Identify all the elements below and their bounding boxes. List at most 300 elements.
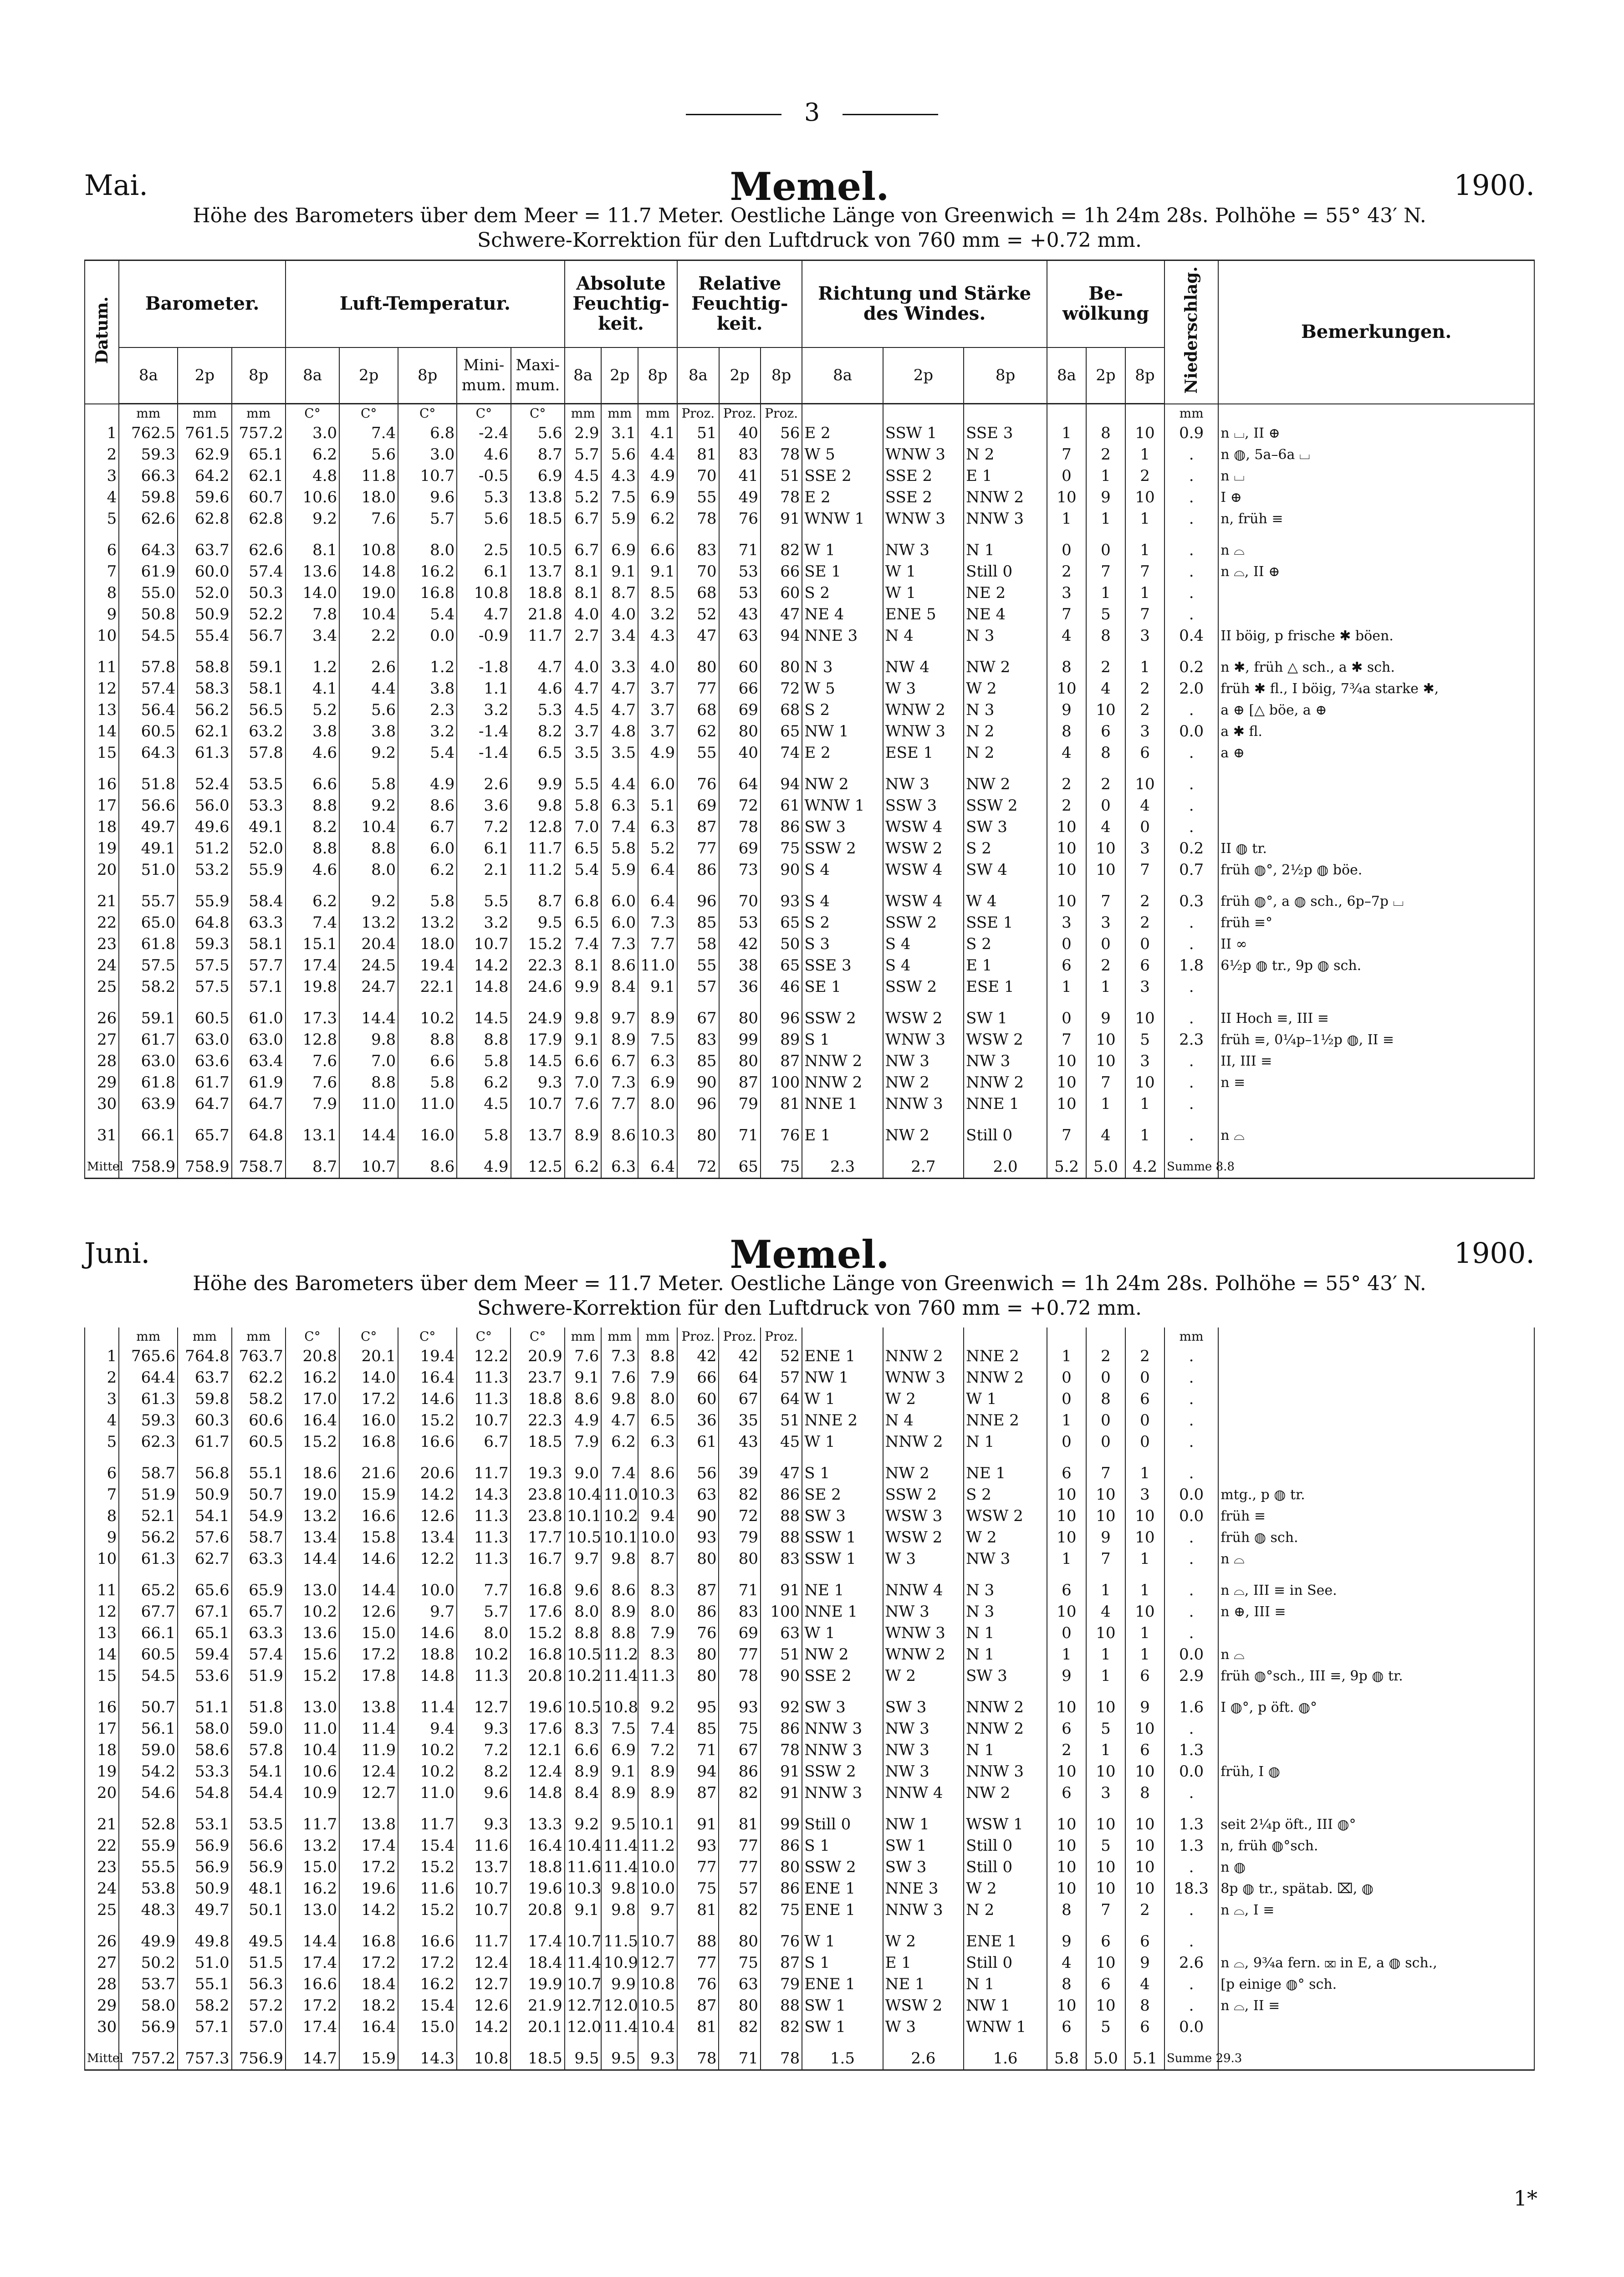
value-cell: 10 [1047, 1506, 1086, 1527]
value-cell: . [1164, 444, 1218, 465]
value-cell: 14.8 [457, 976, 511, 998]
value-cell: 8.6 [601, 1125, 638, 1146]
value-cell: 10 [1047, 1814, 1086, 1835]
month-title: Mai. [84, 168, 148, 202]
value-cell: 9 [1086, 1008, 1125, 1029]
unit-cell [1047, 1327, 1086, 1346]
value-cell: 9.2 [638, 1697, 677, 1718]
value-cell: 5.5 [457, 891, 511, 912]
day-cell: 1 [85, 423, 119, 444]
value-cell: 3.1 [601, 423, 638, 444]
value-cell: 60 [719, 657, 761, 678]
value-cell: 6 [1086, 1974, 1125, 1995]
value-cell: 10 [1086, 1814, 1125, 1835]
value-cell: 15.2 [398, 1410, 457, 1431]
value-cell: NW 3 [883, 1761, 964, 1782]
value-cell: 62 [677, 721, 719, 742]
value-cell: 76 [677, 774, 719, 795]
value-cell: 9.2 [339, 795, 398, 817]
value-cell: 79 [719, 1093, 761, 1115]
value-cell: 10.0 [638, 1878, 677, 1899]
value-cell: 65.1 [232, 444, 286, 465]
value-cell: 9.8 [601, 1899, 638, 1921]
value-cell: 56.4 [119, 699, 178, 721]
mean-cell: 756.9 [232, 2048, 286, 2070]
value-cell: 75 [719, 1952, 760, 1974]
value-cell: 2.2 [339, 625, 398, 647]
value-cell: 0.0 [1164, 721, 1218, 742]
remark-cell: 6½p ◍ tr., 9p ◍ sch. [1218, 955, 1534, 976]
mean-cell: 5.0 [1086, 2048, 1125, 2070]
value-cell: 70 [677, 465, 719, 487]
value-cell: 4.3 [601, 465, 638, 487]
value-cell: . [1164, 1995, 1218, 2017]
value-cell: 79 [719, 1527, 760, 1548]
unit-cell [1125, 1327, 1164, 1346]
remark-cell [1218, 1093, 1534, 1115]
value-cell: 4.7 [457, 604, 511, 625]
value-cell: 16.2 [398, 1974, 457, 1995]
value-cell: 2.3 [398, 699, 457, 721]
value-cell: 0 [1086, 1410, 1125, 1431]
day-cell: 13 [85, 699, 119, 721]
value-cell: 6.7 [398, 817, 457, 838]
value-cell: 63.3 [232, 1623, 286, 1644]
remark-cell: a ✱ fl. [1218, 721, 1534, 742]
value-cell: 56.7 [232, 625, 286, 647]
remark-cell: früh ≡° [1218, 912, 1534, 934]
value-cell: 10.8 [457, 582, 511, 604]
value-cell: 6.1 [457, 561, 511, 582]
value-cell: 82 [761, 2017, 802, 2038]
value-cell: 11.4 [601, 2017, 638, 2038]
value-cell: 12.7 [638, 1952, 677, 1974]
remark-cell: n ⊕, III ≡ [1218, 1601, 1534, 1623]
remark-cell: 8p ◍ tr., spätab. ⌧, ◍ [1218, 1878, 1534, 1899]
value-cell: WNW 2 [883, 699, 964, 721]
value-cell: 48.1 [232, 1878, 286, 1899]
table-row [85, 742, 1534, 764]
value-cell: ENE 5 [883, 604, 964, 625]
table-row [85, 1410, 1534, 1431]
value-cell: SW 1 [802, 1995, 883, 2017]
value-cell: . [1164, 540, 1218, 561]
value-cell: 62.6 [232, 540, 286, 561]
value-cell: 23.8 [511, 1506, 564, 1527]
value-cell: 9.4 [398, 1718, 457, 1740]
value-cell: 66 [761, 561, 802, 582]
value-cell: 60.6 [232, 1410, 286, 1431]
value-cell: 82 [719, 2017, 760, 2038]
value-cell: 12.4 [457, 1952, 511, 1974]
value-cell: N 4 [883, 625, 964, 647]
unit-cell: Proz. [719, 404, 761, 423]
value-cell: 16.4 [339, 2017, 398, 2038]
value-cell: 57.5 [178, 955, 231, 976]
value-cell: . [1164, 1072, 1218, 1093]
value-cell: 60 [677, 1389, 719, 1410]
value-cell: 11.7 [457, 1931, 511, 1952]
value-cell: 0.0 [1164, 2017, 1218, 2038]
value-cell: NNE 2 [964, 1346, 1047, 1367]
table-body [85, 404, 1534, 1179]
value-cell: 12.0 [601, 1995, 638, 2017]
value-cell: 69 [719, 699, 761, 721]
mean-cell: 5.1 [1125, 2048, 1164, 2070]
value-cell: 1 [1086, 465, 1125, 487]
value-cell: 17.2 [339, 1644, 398, 1665]
remark-cell: n ⌓ [1218, 1548, 1534, 1570]
value-cell: 4.5 [457, 1093, 511, 1115]
value-cell: 5.7 [457, 1601, 511, 1623]
value-cell: NW 2 [883, 1125, 964, 1146]
value-cell: 6.3 [638, 817, 677, 838]
value-cell: 1 [1125, 540, 1164, 561]
value-cell: 17.2 [286, 1995, 339, 2017]
value-cell: N 4 [883, 1410, 964, 1431]
value-cell: 11.4 [601, 1857, 638, 1878]
mean-cell: 2.6 [883, 2048, 964, 2070]
day-cell: 4 [85, 487, 119, 508]
value-cell: 19.0 [339, 582, 398, 604]
value-cell: 5.7 [398, 508, 457, 530]
value-cell: . [1164, 1931, 1218, 1952]
value-cell: NW 2 [802, 1644, 883, 1665]
sub-8p: 8p [232, 347, 286, 404]
value-cell: Still 0 [802, 1814, 883, 1835]
unit-cell: Proz. [677, 1327, 719, 1346]
value-cell: 12.7 [457, 1974, 511, 1995]
value-cell: W 3 [883, 1548, 964, 1570]
value-cell: 51.8 [232, 1697, 286, 1718]
col-temperature: Luft-Temperatur. [286, 260, 565, 347]
value-cell: 6 [1047, 1580, 1086, 1601]
remark-cell: früh ◍°sch., III ≡, 9p ◍ tr. [1218, 1665, 1534, 1687]
mean-cell: 10.8 [457, 2048, 511, 2070]
day-cell: 27 [85, 1952, 119, 1974]
value-cell: 10.2 [601, 1506, 638, 1527]
value-cell: 5 [1086, 2017, 1125, 2038]
value-cell: 80 [677, 1548, 719, 1570]
value-cell: 63.0 [178, 1029, 231, 1051]
day-cell: 20 [85, 859, 119, 881]
value-cell: 6.7 [457, 1431, 511, 1453]
value-cell: 8.1 [286, 540, 339, 561]
value-cell: 0.0 [1164, 1644, 1218, 1665]
value-cell: 10 [1125, 1761, 1164, 1782]
value-cell: 10 [1086, 1952, 1125, 1974]
table-row [85, 1389, 1534, 1410]
value-cell: 11.3 [457, 1527, 511, 1548]
mean-cell: 6.2 [565, 1156, 602, 1179]
value-cell: 10.0 [638, 1857, 677, 1878]
value-cell: N 2 [964, 1899, 1047, 1921]
mean-cell: 1.5 [802, 2048, 883, 2070]
value-cell: 2.6 [1164, 1952, 1218, 1974]
value-cell: 10 [1047, 1601, 1086, 1623]
col-precip: Niederschlag. [1164, 260, 1218, 404]
remark-cell [1218, 976, 1534, 998]
remark-cell [1218, 604, 1534, 625]
table-body [85, 1327, 1534, 2070]
value-cell: 10.4 [339, 817, 398, 838]
value-cell: 8 [1047, 721, 1086, 742]
value-cell: 3 [1125, 838, 1164, 859]
day-cell: 10 [85, 1548, 119, 1570]
value-cell: 6 [1125, 2017, 1164, 2038]
day-cell: 23 [85, 934, 119, 955]
value-cell: 8.8 [286, 795, 339, 817]
value-cell: 20.1 [339, 1346, 398, 1367]
value-cell: 10.6 [286, 1761, 339, 1782]
value-cell: 18.4 [339, 1974, 398, 1995]
sub-8a: 8a [119, 347, 178, 404]
value-cell: 4.1 [638, 423, 677, 444]
value-cell: 0.7 [1164, 859, 1218, 881]
value-cell: 51 [761, 1410, 802, 1431]
value-cell: 57.2 [232, 1995, 286, 2017]
value-cell: 13.6 [286, 561, 339, 582]
value-cell: 20.8 [511, 1665, 564, 1687]
value-cell: 57.4 [232, 561, 286, 582]
day-cell: 26 [85, 1931, 119, 1952]
value-cell: NW 3 [964, 1548, 1047, 1570]
value-cell: 13.0 [286, 1899, 339, 1921]
day-cell: 4 [85, 1410, 119, 1431]
value-cell: 15.4 [398, 1835, 457, 1857]
value-cell: 4.1 [286, 678, 339, 699]
unit-cell [802, 1327, 883, 1346]
table-row [85, 1484, 1534, 1506]
value-cell: 85 [677, 1051, 719, 1072]
value-cell: 11.2 [638, 1835, 677, 1857]
value-cell: SSW 3 [883, 795, 964, 817]
day-cell: 2 [85, 444, 119, 465]
value-cell: S 1 [802, 1463, 883, 1484]
day-cell: 14 [85, 1644, 119, 1665]
value-cell: 52.0 [178, 582, 231, 604]
value-cell: 77 [677, 1857, 719, 1878]
remark-cell [1218, 1367, 1534, 1389]
value-cell: 14.5 [457, 1008, 511, 1029]
value-cell: 1 [1047, 1410, 1086, 1431]
value-cell: 58.0 [178, 1718, 231, 1740]
value-cell: 51.8 [119, 774, 178, 795]
value-cell: N 1 [964, 1974, 1047, 1995]
day-cell: 16 [85, 774, 119, 795]
value-cell: . [1164, 1051, 1218, 1072]
value-cell: 17.4 [286, 955, 339, 976]
value-cell: 6.6 [565, 1051, 602, 1072]
value-cell: 70 [677, 561, 719, 582]
value-cell: 10.8 [638, 1974, 677, 1995]
table-row [85, 1740, 1534, 1761]
value-cell: 55.9 [178, 891, 231, 912]
value-cell: . [1164, 912, 1218, 934]
value-cell: 15.1 [286, 934, 339, 955]
value-cell: . [1164, 742, 1218, 764]
group-spacer [85, 647, 1534, 657]
value-cell: 6 [1125, 1665, 1164, 1687]
value-cell: S 4 [883, 955, 964, 976]
value-cell: 0 [1086, 795, 1125, 817]
value-cell: S 2 [802, 912, 883, 934]
table-row [85, 1931, 1534, 1952]
remark-cell [1218, 2017, 1534, 2038]
mean-cell: 14.7 [286, 2048, 339, 2070]
value-cell: 0 [1047, 1008, 1086, 1029]
value-cell: 9 [1125, 1952, 1164, 1974]
value-cell: 0.0 [1164, 1484, 1218, 1506]
value-cell: 6.2 [398, 859, 457, 881]
value-cell: 9.1 [565, 1029, 602, 1051]
unit-cell: C° [457, 1327, 511, 1346]
unit-cell: mm [178, 1327, 231, 1346]
remark-cell: II böig, p frische ✱ böen. [1218, 625, 1534, 647]
remark-cell: früh ≡ [1218, 1506, 1534, 1527]
value-cell: E 2 [802, 742, 883, 764]
value-cell: 13.3 [511, 1814, 564, 1835]
value-cell: 2 [1125, 465, 1164, 487]
unit-cell [964, 404, 1047, 423]
day-cell: 5 [85, 1431, 119, 1453]
value-cell: 3.2 [457, 912, 511, 934]
value-cell: 16.7 [511, 1548, 564, 1570]
value-cell: 59.1 [232, 657, 286, 678]
remark-cell [1218, 817, 1534, 838]
value-cell: 20.6 [398, 1463, 457, 1484]
value-cell: 7.7 [457, 1580, 511, 1601]
value-cell: 4 [1086, 1601, 1125, 1623]
value-cell: 9.3 [511, 1072, 565, 1093]
value-cell: 56.8 [178, 1463, 231, 1484]
value-cell: 64.3 [119, 742, 178, 764]
unit-cell: C° [511, 404, 565, 423]
value-cell: . [1164, 1093, 1218, 1115]
value-cell: 6.9 [601, 1740, 638, 1761]
value-cell: 9.9 [565, 976, 602, 998]
value-cell: ENE 1 [964, 1931, 1047, 1952]
value-cell: 55.5 [119, 1857, 178, 1878]
value-cell: 18.3 [1164, 1878, 1218, 1899]
value-cell: 4.6 [286, 742, 339, 764]
value-cell: 53.1 [178, 1814, 231, 1835]
value-cell: 6.5 [565, 912, 602, 934]
value-cell: NE 1 [964, 1463, 1047, 1484]
value-cell: 8.8 [565, 1623, 602, 1644]
value-cell: 7.6 [339, 508, 398, 530]
value-cell: 57.8 [232, 742, 286, 764]
station-title: Memel. [730, 1232, 889, 1277]
value-cell: 5.8 [565, 795, 602, 817]
mean-cell: 9.3 [638, 2048, 677, 2070]
value-cell: 10 [1047, 1878, 1086, 1899]
value-cell: 9.9 [601, 1974, 638, 1995]
value-cell: 5.5 [565, 774, 602, 795]
value-cell: 62.8 [232, 508, 286, 530]
value-cell: 6 [1086, 721, 1125, 742]
value-cell: 16.2 [398, 561, 457, 582]
value-cell: 58.0 [119, 1995, 178, 2017]
value-cell: 7.7 [638, 934, 677, 955]
value-cell: 50.8 [119, 604, 178, 625]
value-cell: 1 [1125, 657, 1164, 678]
value-cell: 76 [761, 1125, 802, 1146]
unit-cell: mm [1164, 1327, 1218, 1346]
page-number: 3 [0, 98, 1624, 127]
value-cell: 61.7 [178, 1072, 231, 1093]
value-cell: 51.9 [232, 1665, 286, 1687]
value-cell: 15.2 [398, 1899, 457, 1921]
table-row [85, 1548, 1534, 1570]
value-cell: 6.2 [286, 891, 339, 912]
value-cell: 6.7 [565, 540, 602, 561]
value-cell: 4.6 [286, 859, 339, 881]
value-cell: 10 [1086, 1484, 1125, 1506]
value-cell: 9.5 [511, 912, 565, 934]
group-spacer [85, 881, 1534, 891]
value-cell: 7.5 [638, 1029, 677, 1051]
day-cell: 15 [85, 1665, 119, 1687]
value-cell: NNW 3 [802, 1782, 883, 1804]
value-cell: 16.6 [398, 1431, 457, 1453]
value-cell: 67 [719, 1740, 760, 1761]
value-cell: 2 [1047, 1740, 1086, 1761]
value-cell: WSW 2 [883, 1527, 964, 1548]
value-cell: 12.6 [457, 1995, 511, 2017]
value-cell: 8 [1047, 657, 1086, 678]
table-row [85, 1857, 1534, 1878]
value-cell: SW 3 [964, 817, 1047, 838]
value-cell: 52 [677, 604, 719, 625]
value-cell: 6.3 [601, 795, 638, 817]
value-cell: 61 [677, 1431, 719, 1453]
value-cell: W 5 [802, 444, 883, 465]
weather-table-june [84, 1327, 1535, 2071]
value-cell: 71 [719, 1125, 761, 1146]
value-cell: 6 [1047, 1718, 1086, 1740]
value-cell: 10.1 [638, 1814, 677, 1835]
value-cell: -0.9 [457, 625, 511, 647]
value-cell: 16.6 [286, 1974, 339, 1995]
value-cell: 11.0 [398, 1782, 457, 1804]
value-cell: . [1164, 1463, 1218, 1484]
value-cell: 13.2 [286, 1835, 339, 1857]
value-cell: 55.9 [119, 1835, 178, 1857]
remark-cell: II ∞ [1218, 934, 1534, 955]
table-row [85, 2017, 1534, 2038]
value-cell: 10 [1047, 678, 1086, 699]
group-spacer [85, 1921, 1534, 1931]
day-cell: 12 [85, 678, 119, 699]
remark-cell: a ⊕ [1218, 742, 1534, 764]
value-cell: 57.5 [119, 955, 178, 976]
value-cell: 4.0 [565, 657, 602, 678]
unit-cell [85, 404, 119, 423]
value-cell: 1 [1086, 1644, 1125, 1665]
value-cell: 10 [1086, 1506, 1125, 1527]
value-cell: 10 [1047, 859, 1086, 881]
value-cell: 18.6 [286, 1463, 339, 1484]
value-cell: NNE 3 [802, 625, 883, 647]
value-cell: 10.6 [286, 487, 339, 508]
value-cell: 77 [719, 1644, 760, 1665]
value-cell: 12.4 [511, 1761, 564, 1782]
value-cell: 0 [1125, 1431, 1164, 1453]
value-cell: 57.8 [119, 657, 178, 678]
day-cell: 29 [85, 1072, 119, 1093]
value-cell: 63.2 [232, 721, 286, 742]
